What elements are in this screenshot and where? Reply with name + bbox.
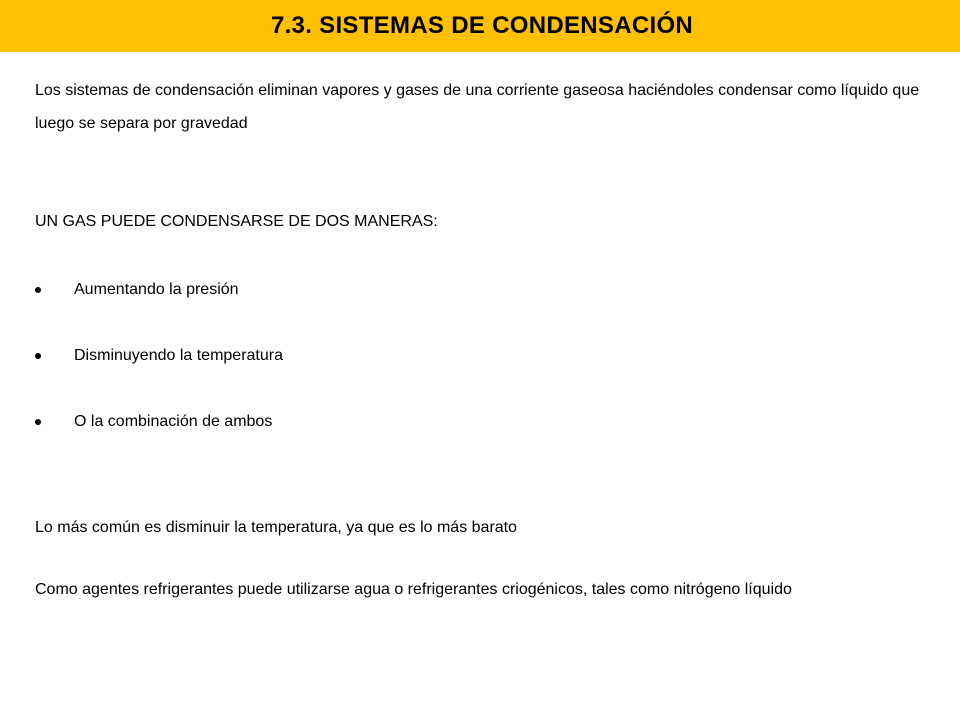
list-item [35,411,283,477]
paragraph-refrigerants: Como agentes refrigerantes puede utilizarse agua o refrigerantes criogénicos, tales como nitrógeno líquido [35,581,792,598]
paragraph-cost: Lo más común es disminuir la temperatura, ya que es lo más barato [35,519,518,536]
slide-title: 7.3. SISTEMAS DE CONDENSACIÓN [270,12,694,39]
list-item [35,279,283,345]
title-bar [0,0,960,52]
intro-paragraph: Los sistemas de condensación eliminan vapores y gases de una corriente gaseosa haciéndoles condensar como líquido que luego se separa por gravedad [35,82,920,132]
bullet-text: O la combinación de ambos [74,413,273,430]
section-heading: UN GAS PUEDE CONDENSARSE DE DOS MANERAS: [35,213,438,230]
bullet-icon [35,287,41,293]
list-item [35,345,283,411]
bullet-icon [35,353,41,359]
bullet-text: Aumentando la presión [74,281,239,298]
bullet-list [35,279,283,477]
bullet-icon [35,419,41,425]
bullet-text: Disminuyendo la temperatura [74,347,283,364]
